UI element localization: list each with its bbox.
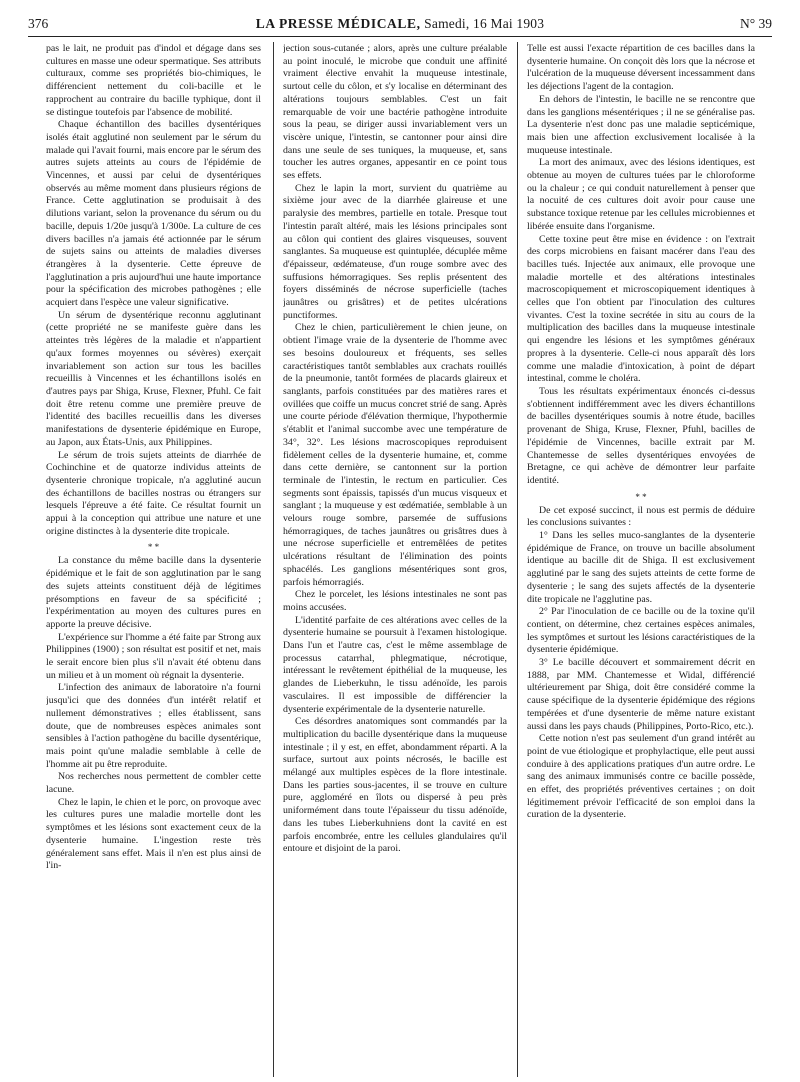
body-paragraph: 3° Le bacille découvert et sommairement décrit en 1888, par MM. Chantemesse et Widal, différencié ultérieurement par Shiga, doit être considéré comme la cause spécifique de la dysenterie épidémique des régions tempérées et d'une dysenterie de même nature existant aussi dans les pays chauds (Philippines, Porto-Rico, etc.). bbox=[527, 657, 755, 732]
text-column-2 bbox=[283, 43, 507, 1073]
body-paragraph: jection sous-cutanée ; alors, après une culture préalable au point inoculé, le microbe que conduit une affinité vraiment élective envahit la muqueuse intestinale, surtout celle du côlon, et s'y localise en déterminant des altérations toujours semblables. C'est un fait remarquable de voir une bactérie pathogène introduite sous la peau, se diriger aussi invariablement vers un viscère unique, l'intestin, se cantonner pour ainsi dire dans une seule de ses tuniques, la muqueuse, et, sans toucher les autres organes, appesantir en ce point tous ses effets. bbox=[283, 43, 507, 182]
body-paragraph: Cette notion n'est pas seulement d'un grand intérêt au point de vue étiologique et prophylactique, elle peut aussi conduire à des applications pratiques d'un autre ordre. Le sang des animaux immunisés contre ce bacille possède, en effet, des propriétés préventives certaines ; on doit légitimement prévoir l'efficacité de son emploi dans la curation de la dysenterie. bbox=[527, 733, 755, 821]
body-paragraph: De cet exposé succinct, il nous est permis de déduire les conclusions suivantes : bbox=[527, 504, 755, 529]
body-paragraph: Ces désordres anatomiques sont commandés par la multiplication du bacille dysentérique dans la muqueuse intestinale ; il y est, en effet, abondamment réparti. A la surface, surtout aux points nécrosés, le bacille est mélangé aux multiples espèces de la flore intestinale. Dans les parties sous-jacentes, il se trouve en culture pure, aggloméré en îlots ou dispersé à peu près uniformément dans toute l'épaisseur du tissu adénoïde, dans les tubes Lieberkuhniens dont la cavité en est parfois encombrée, entre les cellules glandulaires qu'il entoure et disjoint de la paroi. bbox=[283, 716, 507, 855]
body-paragraph: En dehors de l'intestin, le bacille ne se rencontre que dans les ganglions mésentériques ; il ne se généralise pas. La dysenterie n'est donc pas une maladie septicémique, mais bien une affection exclusivement localisée à la muqueuse intestinale. bbox=[527, 93, 755, 156]
column-divider bbox=[517, 42, 518, 1077]
column-divider bbox=[273, 42, 274, 1077]
running-header bbox=[28, 14, 772, 34]
body-paragraph: Chez le lapin, le chien et le porc, on provoque avec les cultures pures une maladie mortelle dont les symptômes et les lésions sont exactement ceux de la dysenterie humaine. L'ingestion reste très généralement sans effet. Mais il n'en est plus ainsi de l'in- bbox=[46, 796, 261, 872]
section-separator: * * bbox=[147, 542, 160, 553]
body-paragraph: Le sérum de trois sujets atteints de diarrhée de Cochinchine et de quatorze individus atteints de dysenterie chronique tropicale, n'a agglutiné aucun des échantillons de bacilles nostras ou étrangers sur lesquels l'épreuve a été faite. Ce résultat fournit un appui à la conception qui attribue une nature et une origine distinctes à la dysenterie dite tropicale. bbox=[46, 449, 261, 537]
body-paragraph: L'infection des animaux de laboratoire n'a fourni jusqu'ici que des données d'un intérêt relatif et nullement démonstratives ; elles établissent, sans doute, que de nombreuses espèces animales sont sensibles à l'action pathogène du bacille dysentérique, mais point qu'une maladie semblable à celle de l'homme ait pu être reproduite. bbox=[46, 682, 261, 770]
body-paragraph: Telle est aussi l'exacte répartition de ces bacilles dans la dysenterie humaine. On conçoit dès lors que la nécrose et l'ulcération de la muqueuse déversent incessamment dans les déjections l'agent de la contagion. bbox=[527, 43, 755, 93]
page-number: 376 bbox=[28, 16, 49, 31]
body-paragraph: L'expérience sur l'homme a été faite par Strong aux Philippines (1900) ; son résultat est positif et net, mais le serait encore bien plus s'il n'avait été obtenu dans un milieu et à un moment où régnait la dysenterie. bbox=[46, 631, 261, 681]
body-paragraph: La constance du même bacille dans la dysenterie épidémique et le fait de son agglutination par le sang des sujets atteints constituent déjà de légitimes présomptions en faveur de sa spécificité ; l'expérimentation au moyen des cultures pures en apporte la preuve décisive. bbox=[46, 555, 261, 630]
journal-title bbox=[28, 14, 772, 34]
header-rule bbox=[28, 36, 772, 37]
body-paragraph: Un sérum de dysentérique reconnu agglutinant (cette propriété ne se manifeste guère dans les atteintes très légères de la maladie et n'appartient qu'aux formes moyennes ou sévères) exerçait invariablement son action sur tous les bacilles recueillis à Vincennes et les échantillons isolés en d'autres pays par Shiga, Kruse, Flexner, Pfuhl. Ce fait doit être retenu comme une première preuve de l'identité des bacilles recueillis dans les diverses manifestations de dysenterie épidémique en Europe, au Japon, aux États-Unis, aux Philippines. bbox=[46, 309, 261, 448]
body-paragraph: Tous les résultats expérimentaux énoncés ci-dessus s'obtiennent indifféremment avec les divers échantillons de bacilles dysentériques soumis à notre étude, bacilles provenant de Shiga, Kruse, Flexner, Pfuhl, bacilles de l'épidémie de Vincennes, bacille extrait par M. Chantemesse de selles dysentériques envoyées de Bretagne, ce qui achève de démontrer leur parfaite identité. bbox=[527, 385, 755, 486]
body-paragraph: pas le lait, ne produit pas d'indol et dégage dans ses cultures en masse une odeur spermatique. Ses attributs culturaux, comme ses propriétés bio-chimiques, le différencient nettement du coli-bacille et le rapprochent au contraire du bacille typhique, dont il se distingue toutefois par l'absence de mobilité. bbox=[46, 43, 261, 118]
body-paragraph: 2° Par l'inoculation de ce bacille ou de la toxine qu'il contient, on détermine, chez certaines espèces animales, les symptômes et surtout les lésions caractéristiques de la dysenterie épidémique. bbox=[527, 606, 755, 656]
text-column-1 bbox=[46, 43, 261, 1073]
body-paragraph: Chaque échantillon des bacilles dysentériques isolés était agglutiné non seulement par le sérum du malade qui l'avait fourni, mais encore par le sérum des autres sujets atteints au cours de l'épidémie de Vincennes, et aussi par celui de dysentériques observés au même moment dans plusieurs régions de France. Cette agglutination se produisait à des dilutions variant, selon la provenance du sérum ou du bacille, depuis 1/20e jusqu'à 1/300e. La culture de ces divers bacilles n'a jamais été actionnée par le sérum de sujets sains ou atteints de maladies diverses étrangères à la dysenterie. Cette épreuve de l'agglutination a pris aujourd'hui une haute importance pour la spécification des microbes pathogènes ; elle acquiert dans l'espèce une valeur significative. bbox=[46, 119, 261, 309]
body-paragraph: Chez le chien, particulièrement le chien jeune, on obtient l'image vraie de la dysenterie de l'homme avec ses besoins douloureux et fréquents, ses selles caractéristiques tantôt semblables aux crachats rouillés de la pneumonie, tantôt formées de placards glaireux et sanglants, parfois constituées par des matières rares et ovillées que coiffe un mucus concret strié de sang. Après une courte période d'élévation thermique, l'hypothermie s'établit et l'animal succombe avec une température de 34°, 32°. Les lésions macroscopiques reproduisent fidèlement celles de la dysenterie humaine, et, comme dans cette dernière, se cantonnent sur la portion terminale de l'intestin, le rectum en particulier. Ces segments sont épaissis, tapissés d'un mucus visqueux et sanglant ; la muqueuse y est œdématiée, semblable à un velours rouge sombre, parsemée de suffusions hémorragiques, de taches jaunâtres ou grisâtres dues à une nécrose superficielle et entremêlées de petites ulcérations résultant de l'élimination des points sphacélés. Les ganglions mésentériques sont gros, parfois hémorragiés. bbox=[283, 322, 507, 588]
issue-date: Samedi, 16 Mai 1903 bbox=[420, 16, 545, 31]
body-paragraph: L'identité parfaite de ces altérations avec celles de la dysenterie humaine se poursuit à l'examen histologique. Dans l'un et l'autre cas, c'est le même assemblage de processus catarrhal, phlegmatique, nécrotique, intéressant le revêtement épithélial de la muqueuse, les glandes de Lieberkuhn, le tissu adénoïde, les parois vasculaires. Il est impossible de différencier la dysenterie expérimentale de la dysenterie naturelle. bbox=[283, 614, 507, 715]
body-paragraph: Nos recherches nous permettent de combler cette lacune. bbox=[46, 771, 261, 796]
body-paragraph: Chez le lapin la mort, survient du quatrième au sixième jour avec de la diarrhée glaireuse et une paralysie des membres, partielle en totale. Presque tout l'intestin paraît altéré, mais les lésions principales sont au côlon qui contient des glaires visqueuses, souvent sanglantes. Sa muqueuse est quintuplée, décuplée même d'épaisseur, œdémateuse, d'un rouge sombre avec des suffusions hémorragiques. Ses replis présentent des foyers disséminés de nécrose superficielle (taches jaunâtres ou grisâtres) et de petites ulcérations punctiformes. bbox=[283, 182, 507, 321]
body-paragraph: Cette toxine peut être mise en évidence : on l'extrait des corps microbiens en faisant macérer dans l'eau des bacilles tués. Injectée aux animaux, elle provoque une maladie mortelle et des altérations intestinales macroscopiquement et microscopiquement identiques à celles que l'on obtient par l'inoculation des cultures vivantes. C'est la toxine secrétée in situ au cours de la multiplication des bacilles dans la muqueuse intestinale qui engendre les lésions et les symptômes généraux propres à la dysenterie. Celle-ci nous apparaît dès lors comme une maladie d'intoxication, à point de départ intestinal, comme le choléra. bbox=[527, 233, 755, 385]
body-paragraph: La mort des animaux, avec des lésions identiques, est obtenue au moyen de cultures tuées par le chloroforme ou la chaleur ; ce qui conduit naturellement à penser que la nocuité de ces cultures doit avoir pour cause une substance toxique retenue par les cellules microbiennes et libérée ensuite dans l'organisme. bbox=[527, 157, 755, 232]
journal-name: LA PRESSE MÉDICALE, bbox=[255, 16, 421, 31]
body-paragraph: 1° Dans les selles muco-sanglantes de la dysenterie épidémique de France, on trouve un bacille absolument identique au bacille dit de Shiga. Il est exclusivement agglutiné par le sang des sujets atteints de cette forme de dysenterie ; le sang des sujets affectés de la dysenterie dite tropicale ne l'agglutine pas. bbox=[527, 530, 755, 605]
issue-number: N° 39 bbox=[739, 16, 772, 31]
body-paragraph: Chez le porcelet, les lésions intestinales ne sont pas moins accusées. bbox=[283, 589, 507, 613]
section-separator: * * bbox=[635, 491, 647, 502]
text-column-3 bbox=[527, 43, 755, 1073]
